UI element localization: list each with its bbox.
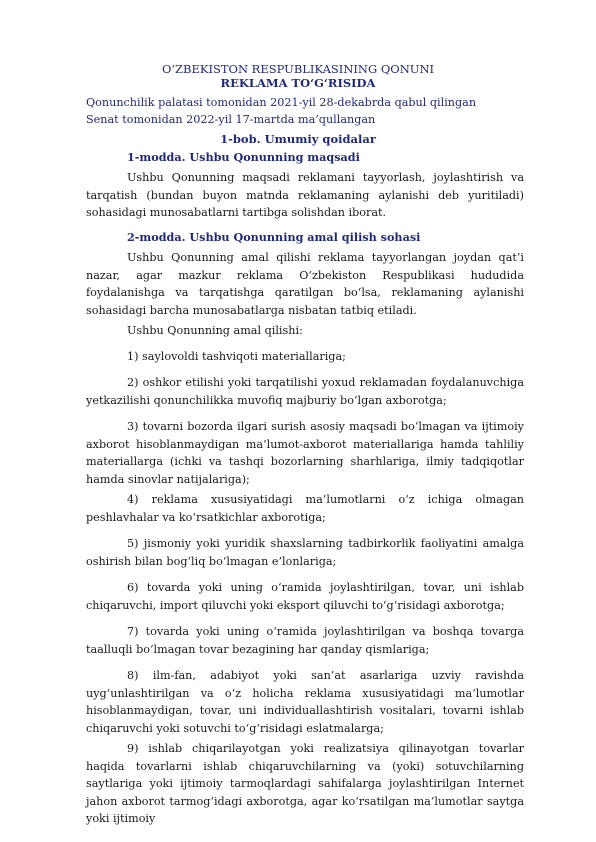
- article-1-text: Ushbu Qonunning maqsadi reklamani tayyorlash, joylashtirish va tarqatish (bundan buyon matnda reklamaning aylanishi deb yuritiladi) sohasidagi munosabatlarni tartibga solishdan iborat.: [86, 171, 524, 220]
- list-item: 3) tovarni bozorda ilgari surish asosiy maqsadi bo‘lmagan va ijtimoiy axborot hisoblanmaydigan ma’lumot-axborot materiallariga hamda tahliliy materiallarga (ichki va tashqi bozorlarning sharhlariga, ilmiy tadqiqotlar hamda sinovlar natijalariga);: [86, 420, 524, 486]
- list-item: 8) ilm-fan, adabiyot yoki san’at asarlariga uzviy ravishda uyg‘unlashtirilgan va o‘z holicha reklama xususiyatidagi ma’lumotlar hisoblanmaydigan, tovar, uni individuallashtirish vositalari, tovarni ishlab chiqaruvchi yoki sotuvchi to‘g‘risidagi eslatmalarga;: [86, 669, 524, 735]
- law-type-heading: O‘ZBEKISTON RESPUBLIKASINING QONUNI: [161, 62, 435, 76]
- list-item: 4) reklama xususiyatidagi ma’lumotlarni o‘z ichiga olmagan peshlavhalar va ko‘rsatkichlar axborotiga;: [86, 493, 524, 524]
- senate-approval-note: Senat tomonidan 2022-yil 17-martda ma’qullangan: [86, 113, 376, 126]
- article-2-heading: 2-modda. Ushbu Qonunning amal qilish sohasi: [127, 230, 421, 244]
- list-item: 9) ishlab chiqarilayotgan yoki realizatsiya qilinayotgan tovarlar haqida tovarlarni ishlab chiqaruvchilarning va (yoki) sotuvchilarning saytlariga yoki ijtimoiy tarmoqlardagi sahifalarga joylashtirilgan Internet jahon axborot tarmog‘idagi axborotga, agar ko‘rsatilgan ma’lumotlar saytga yoki ijtimoiy: [86, 742, 524, 826]
- list-item: 5) jismoniy yoki yuridik shaxslarning tadbirkorlik faoliyatini amalga oshirish bilan bog‘liq bo‘lmagan e’lonlariga;: [86, 537, 524, 568]
- article-1-heading: 1-modda. Ushbu Qonunning maqsadi: [127, 150, 360, 164]
- law-title: REKLAMA TO‘G‘RISIDA: [220, 76, 376, 90]
- list-item: 6) tovarda yoki uning o‘ramida joylashtirilgan, tovar, uni ishlab chiqaruvchi, import qiluvchi yoki eksport qiluvchi to‘g‘risidagi axborotga;: [86, 581, 524, 612]
- list-item: 7) tovarda yoki uning o‘ramida joylashtirilgan va boshqa tovarga taalluqli bo‘lmagan tovar bezagining har qanday qismlariga;: [86, 625, 524, 656]
- list-item: 2) oshkor etilishi yoki tarqatilishi yoxud reklamadan foydalanuvchiga yetkazilishi qonunchilikka muvofiq majburiy bo‘lgan axborotga;: [86, 376, 524, 407]
- article-2-scope: Ushbu Qonunning amal qilishi:: [127, 324, 303, 337]
- list-item: 1) saylovoldi tashviqoti materiallariga;: [127, 350, 346, 363]
- legislative-adoption-note: Qonunchilik palatasi tomonidan 2021-yil 28-dekabrda qabul qilingan: [86, 96, 477, 109]
- chapter-heading: 1-bob. Umumiy qoidalar: [220, 132, 376, 146]
- article-2-intro: Ushbu Qonunning amal qilishi reklama tayyorlangan joydan qat’i nazar, agar mazkur reklama O‘zbekiston Respublikasi hududida foydalanishga va tarqatishga qaratilgan bo‘lsa, reklamaning aylanishi sohasidagi barcha munosabatlarga nisbatan tatbiq etiladi.: [86, 251, 524, 317]
